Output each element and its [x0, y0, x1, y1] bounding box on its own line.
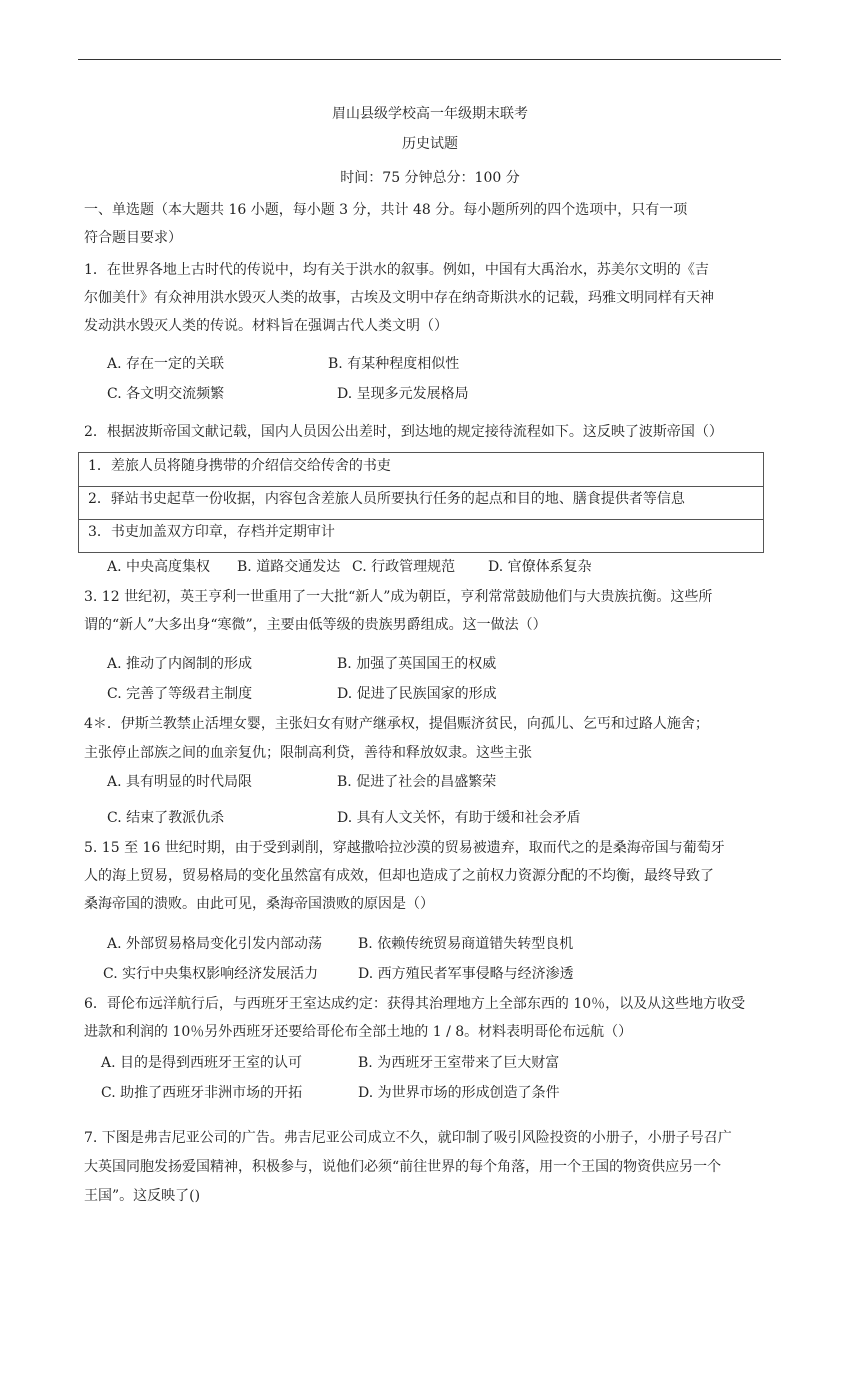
option-c: C. 完善了等级君主制度 [107, 686, 253, 702]
question-stem-line: 王国”。这反映了() [84, 1188, 201, 1204]
table-cell: 3．书吏加盖双方印章，存档并定期审计 [88, 524, 335, 540]
option-a: A. 目的是得到西班牙王室的认可 [101, 1055, 303, 1071]
question-stem-line: 人的海上贸易，贸易格局的变化虽然富有成效，但却也造成了之前权力资源分配的不均衡，最终导致了 [84, 868, 714, 884]
question-stem-line: 7. 下图是弗吉尼亚公司的广告。弗吉尼亚公司成立不久，就印制了吸引风险投资的小册子，小册子号召广 [84, 1130, 732, 1146]
option-c: C. 行政管理规范 [352, 559, 456, 575]
option-d: D. 呈现多元发展格局 [337, 386, 469, 402]
section-heading-cont: 符合题目要求） [84, 230, 182, 246]
procedure-table [78, 452, 764, 553]
question-stem-line: 4＊．伊斯兰教禁止活埋女婴，主张妇女有财产继承权，提倡赈济贫民，向孤儿、乞丐和过路人施舍； [84, 716, 709, 732]
question-stem-line: 6．哥伦布远洋航行后，与西班牙王室达成约定：获得其治理地方上全部东西的 10％，以及从这些地方收受 [84, 996, 746, 1012]
question-stem-line: 谓的“新人”大多出身“寒微”，主要由低等级的贵族男爵组成。这一做法（） [84, 617, 547, 633]
option-d: D. 西方殖民者军事侵略与经济渗透 [358, 966, 574, 982]
question-stem-line: 3. 12 世纪初，英王亨利一世重用了一大批“新人”成为朝臣，亨利常常鼓励他们与大贵族抗衡。这些所 [84, 589, 713, 605]
table-cell: 1．差旅人员将随身携带的介绍信交给传舍的书吏 [88, 458, 391, 474]
question-stem-line: 5. 15 至 16 世纪时期，由于受到剥削，穿越撒哈拉沙漠的贸易被遗弃，取而代之的是桑海帝国与葡萄牙 [84, 840, 725, 856]
question-stem-line: 1．在世界各地上古时代的传说中，均有关于洪水的叙事。例如，中国有大禹治水，苏美尔文明的《吉 [84, 262, 709, 278]
option-c: C. 实行中央集权影响经济发展活力 [103, 966, 319, 982]
option-b: B. 依赖传统贸易商道错失转型良机 [358, 936, 574, 952]
table-row [79, 453, 763, 487]
option-d: D. 官僚体系复杂 [488, 559, 592, 575]
exam-time-info: 时间：75 分钟总分：100 分 [340, 170, 520, 186]
option-c: C. 助推了西班牙非洲市场的开拓 [101, 1085, 303, 1101]
option-d: D. 为世界市场的形成创造了条件 [358, 1085, 560, 1101]
top-rule [78, 59, 781, 60]
option-a: A. 具有明显的时代局限 [107, 774, 253, 790]
question-stem-line: 进款和利润的 10％另外西班牙还要给哥伦布全部土地的 1 / 8。材料表明哥伦布远航（） [84, 1024, 633, 1040]
question-stem-line: 大英国同胞发扬爱国精神，积极参与，说他们必须“前往世界的每个角落，用一个王国的物资供应另一个 [84, 1159, 722, 1175]
section-heading: 一、单选题（本大题共 16 小题，每小题 3 分，共计 48 分。每小题所列的四个选项中，只有一项 [84, 202, 688, 218]
option-a: A. 外部贸易格局变化引发内部动荡 [107, 936, 323, 952]
option-b: B. 为西班牙王室带来了巨大财富 [358, 1055, 560, 1071]
option-b: B. 促进了社会的昌盛繁荣 [337, 774, 497, 790]
option-a: A. 存在一定的关联 [107, 356, 225, 372]
option-d: D. 具有人文关怀，有助于缓和社会矛盾 [337, 810, 581, 826]
table-row [79, 486, 763, 520]
option-b: B. 有某种程度相似性 [328, 356, 460, 372]
question-stem-line: 发动洪水毁灭人类的传说。材料旨在强调古代人类文明（） [84, 318, 448, 334]
exam-title: 眉山县级学校高一年级期末联考 [332, 106, 528, 122]
option-c: C. 各文明交流频繁 [107, 386, 225, 402]
table-row [79, 519, 763, 552]
option-b: B. 道路交通发达 [237, 559, 341, 575]
question-stem-line: 主张停止部族之间的血亲复仇；限制高利贷，善待和释放奴隶。这些主张 [84, 745, 532, 761]
option-a: A. 推动了内阁制的形成 [107, 656, 253, 672]
option-a: A. 中央高度集权 [107, 559, 211, 575]
option-b: B. 加强了英国国王的权威 [337, 656, 497, 672]
question-stem-line: 2．根据波斯帝国文献记载，国内人员因公出差时，到达地的规定接待流程如下。这反映了波斯帝国（） [84, 424, 723, 440]
table-cell: 2．驿站书史起草一份收据，内容包含差旅人员所要执行任务的起点和目的地、膳食提供者等信息 [88, 491, 685, 507]
option-c: C. 结束了教派仇杀 [107, 810, 225, 826]
question-stem-line: 尔伽美什》有众神用洪水毁灭人类的故事，古埃及文明中存在纳奇斯洪水的记载，玛雅文明同样有天神 [84, 290, 714, 306]
question-stem-line: 桑海帝国的溃败。由此可见，桑海帝国溃败的原因是（） [84, 896, 434, 912]
exam-subject: 历史试题 [402, 136, 458, 152]
option-d: D. 促进了民族国家的形成 [337, 686, 497, 702]
